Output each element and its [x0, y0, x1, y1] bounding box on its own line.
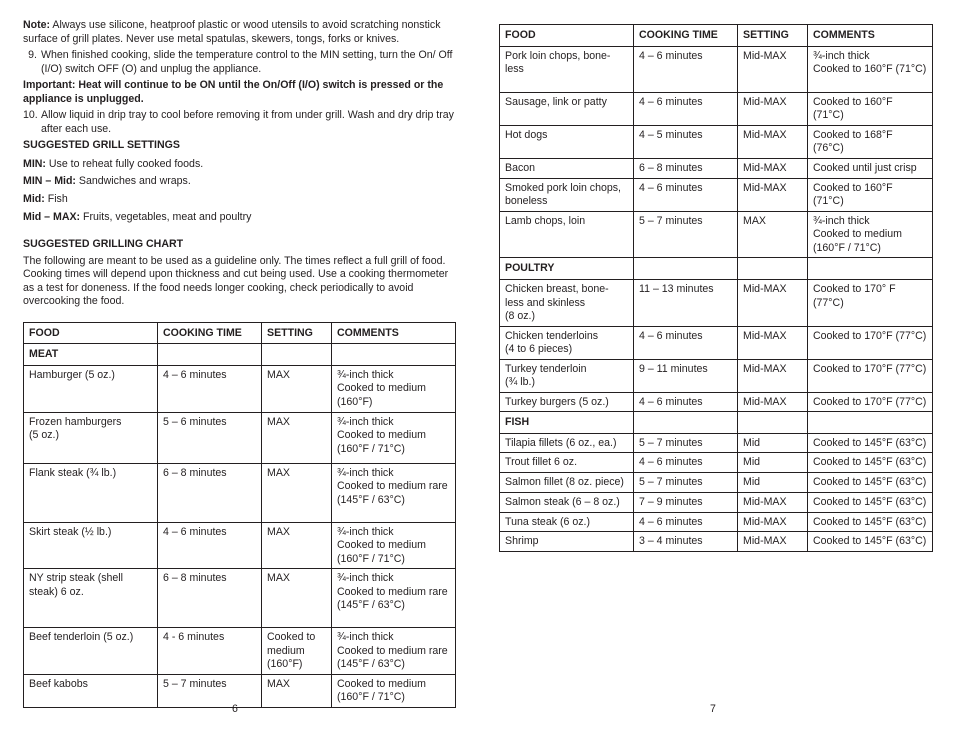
setting-mid-max: [23, 211, 456, 225]
empty-cell: [262, 344, 332, 366]
section-row: [24, 344, 456, 366]
food-cell: Lamb chops, loin: [500, 211, 634, 258]
setting-cell: Mid-MAX: [738, 125, 808, 158]
cooking-time-cell: 4 - 6 minutes: [158, 628, 262, 675]
comments-cell: ¾-inch thick Cooked to medium (160°F / 71°C): [332, 522, 456, 569]
step-number: 9.: [28, 49, 37, 62]
section-label: FISH: [500, 412, 634, 434]
cooking-time-cell: 4 – 6 minutes: [158, 522, 262, 569]
setting-cell: Mid-MAX: [738, 512, 808, 532]
setting-text: Fish: [44, 193, 68, 206]
setting-cell: Mid-MAX: [738, 532, 808, 552]
step-text: When finished cooking, slide the temperature control to the MIN setting, turn the On/ Off (I/O) switch OFF (O) and unplug the appliance.: [41, 49, 453, 75]
setting-cell: Mid-MAX: [738, 158, 808, 178]
section-label: MEAT: [24, 344, 158, 366]
table-row: [500, 158, 933, 178]
cooking-time-cell: 4 – 6 minutes: [634, 92, 738, 125]
setting-cell: Mid-MAX: [738, 493, 808, 513]
comments-cell: Cooked to 160°F (71°C): [808, 178, 933, 211]
empty-cell: [808, 258, 933, 280]
cooking-time-cell: 5 – 7 minutes: [158, 674, 262, 707]
setting-text: Fruits, vegetables, meat and poultry: [80, 210, 252, 223]
note-label: Note:: [23, 19, 51, 31]
chart-intro: The following are meant to be used as a guideline only. The times reflect a full grill of food. Cooking times will depend upon thickness and cut being used. Use a cooking thermometer as a test for doneness. If the food needs longer cooking, check periodically to avoid overcooking the food.: [23, 254, 449, 308]
header-setting: SETTING: [738, 25, 808, 47]
cooking-time-cell: 4 – 6 minutes: [634, 178, 738, 211]
food-cell: Chicken tenderloins (4 to 6 pieces): [500, 326, 634, 359]
setting-cell: MAX: [262, 674, 332, 707]
food-cell: Chicken breast, bone- less and skinless (8 oz.): [500, 280, 634, 327]
food-cell: Beef tenderloin (5 oz.): [24, 628, 158, 675]
table-row: [500, 46, 933, 92]
food-cell: Skirt steak (½ lb.): [24, 522, 158, 569]
table-row: [24, 522, 456, 569]
table-row: [500, 512, 933, 532]
table-row: [500, 493, 933, 513]
comments-cell: Cooked to 160°F (71°C): [808, 92, 933, 125]
setting-label: Mid – MAX:: [23, 210, 81, 223]
setting-cell: Cooked to medium (160°F): [262, 628, 332, 675]
step-number: 10.: [23, 109, 38, 122]
comments-cell: ¾-inch thick Cooked to 160°F (71°C): [808, 46, 933, 92]
food-cell: Smoked pork loin chops, boneless: [500, 178, 634, 211]
table-row: [500, 359, 933, 392]
cooking-time-cell: 5 – 7 minutes: [634, 211, 738, 258]
table-row: [24, 628, 456, 675]
setting-cell: Mid-MAX: [738, 92, 808, 125]
section-row: [500, 412, 933, 434]
comments-cell: ¾-inch thick Cooked to medium rare (145°F / 63°C): [332, 463, 456, 522]
cooking-time-cell: 11 – 13 minutes: [634, 280, 738, 327]
comments-cell: Cooked to 170°F (77°C): [808, 326, 933, 359]
table-row: [500, 211, 933, 258]
cooking-time-cell: 4 – 6 minutes: [634, 453, 738, 473]
table-row: [500, 326, 933, 359]
setting-min-mid: [23, 175, 456, 189]
cooking-time-cell: 6 – 8 minutes: [634, 158, 738, 178]
setting-cell: Mid-MAX: [738, 178, 808, 211]
important-note: Important: Heat will continue to be ON until the On/Off (I/O) switch is pressed or the appliance is unplugged.: [23, 79, 444, 105]
comments-cell: ¾-inch thick Cooked to medium rare (145°F / 63°C): [332, 569, 456, 628]
page-number-left: 6: [232, 703, 238, 715]
setting-cell: Mid-MAX: [738, 280, 808, 327]
cooking-time-cell: 4 – 6 minutes: [634, 326, 738, 359]
header-cooking-time: COOKING TIME: [158, 322, 262, 344]
step-9: [23, 49, 456, 76]
table-header-row: [500, 25, 933, 47]
chart-heading: SUGGESTED GRILLING CHART: [23, 238, 184, 251]
comments-cell: Cooked to 170°F (77°C): [808, 359, 933, 392]
food-cell: Flank steak (¾ lb.): [24, 463, 158, 522]
empty-cell: [738, 258, 808, 280]
table-row: [500, 92, 933, 125]
section-row: [500, 258, 933, 280]
food-cell: Frozen hamburgers (5 oz.): [24, 412, 158, 463]
comments-cell: Cooked to 145°F (63°C): [808, 532, 933, 552]
setting-cell: MAX: [262, 463, 332, 522]
food-cell: Tuna steak (6 oz.): [500, 512, 634, 532]
right-page: [499, 24, 933, 552]
setting-cell: Mid-MAX: [738, 359, 808, 392]
table-row: [500, 280, 933, 327]
cooking-time-cell: 4 – 6 minutes: [158, 365, 262, 412]
table-row: [500, 178, 933, 211]
table-row: [24, 412, 456, 463]
cooking-time-cell: 9 – 11 minutes: [634, 359, 738, 392]
grilling-chart-table-left: [23, 322, 456, 708]
section-label: POULTRY: [500, 258, 634, 280]
cooking-time-cell: 5 – 7 minutes: [634, 433, 738, 453]
setting-min: [23, 158, 456, 172]
setting-cell: MAX: [738, 211, 808, 258]
setting-cell: Mid: [738, 433, 808, 453]
header-food: FOOD: [24, 322, 158, 344]
table-row: [500, 453, 933, 473]
setting-cell: MAX: [262, 522, 332, 569]
comments-cell: Cooked to 145°F (63°C): [808, 453, 933, 473]
empty-cell: [634, 412, 738, 434]
table-row: [500, 532, 933, 552]
header-setting: SETTING: [262, 322, 332, 344]
food-cell: Tilapia fillets (6 oz., ea.): [500, 433, 634, 453]
cooking-time-cell: 7 – 9 minutes: [634, 493, 738, 513]
setting-cell: MAX: [262, 365, 332, 412]
comments-cell: Cooked to 170°F (77°C): [808, 392, 933, 412]
table-row: [500, 125, 933, 158]
table-row: [24, 365, 456, 412]
header-comments: COMMENTS: [332, 322, 456, 344]
cooking-time-cell: 6 – 8 minutes: [158, 569, 262, 628]
cooking-time-cell: 5 – 7 minutes: [634, 473, 738, 493]
comments-cell: Cooked to 145°F (63°C): [808, 473, 933, 493]
table-row: [24, 463, 456, 522]
comments-cell: ¾-inch thick Cooked to medium (160°F): [332, 365, 456, 412]
note-paragraph: [23, 19, 456, 46]
grilling-chart-table-right: [499, 24, 933, 552]
food-cell: Beef kabobs: [24, 674, 158, 707]
setting-label: MIN:: [23, 157, 46, 170]
cooking-time-cell: 6 – 8 minutes: [158, 463, 262, 522]
food-cell: Salmon fillet (8 oz. piece): [500, 473, 634, 493]
food-cell: Turkey burgers (5 oz.): [500, 392, 634, 412]
comments-cell: ¾-inch thick Cooked to medium rare (145°F / 63°C): [332, 628, 456, 675]
cooking-time-cell: 3 – 4 minutes: [634, 532, 738, 552]
table-row: [500, 473, 933, 493]
cooking-time-cell: 4 – 6 minutes: [634, 46, 738, 92]
setting-cell: MAX: [262, 569, 332, 628]
left-page: [23, 19, 456, 708]
food-cell: Shrimp: [500, 532, 634, 552]
setting-mid: [23, 193, 456, 207]
setting-label: Mid:: [23, 193, 45, 206]
food-cell: Sausage, link or patty: [500, 92, 634, 125]
food-cell: Salmon steak (6 – 8 oz.): [500, 493, 634, 513]
setting-cell: Mid: [738, 473, 808, 493]
setting-cell: MAX: [262, 412, 332, 463]
cooking-time-cell: 5 – 6 minutes: [158, 412, 262, 463]
setting-cell: Mid-MAX: [738, 46, 808, 92]
header-cooking-time: COOKING TIME: [634, 25, 738, 47]
setting-cell: Mid: [738, 453, 808, 473]
food-cell: Hot dogs: [500, 125, 634, 158]
food-cell: Bacon: [500, 158, 634, 178]
comments-cell: Cooked to 168°F (76°C): [808, 125, 933, 158]
step-10: [23, 109, 456, 136]
table-row: [500, 433, 933, 453]
table-row: [500, 392, 933, 412]
empty-cell: [332, 344, 456, 366]
comments-cell: Cooked to 145°F (63°C): [808, 512, 933, 532]
comments-cell: Cooked to 145°F (63°C): [808, 433, 933, 453]
table-row: [24, 569, 456, 628]
food-cell: Turkey tenderloin (¾ lb.): [500, 359, 634, 392]
empty-cell: [738, 412, 808, 434]
step-text: Allow liquid in drip tray to cool before removing it from under grill. Wash and dry drip tray after each use.: [41, 109, 454, 135]
setting-label: MIN – Mid:: [23, 175, 76, 188]
page-number-right: 7: [710, 703, 716, 715]
setting-text: Use to reheat fully cooked foods.: [45, 157, 204, 170]
note-text: Always use silicone, heatproof plastic or wood utensils to avoid scratching nonstick surface of grill plates. Never use metal spatulas, skewers, tongs, forks or knives.: [23, 19, 441, 45]
comments-cell: Cooked until just crisp: [808, 158, 933, 178]
food-cell: NY strip steak (shell steak) 6 oz.: [24, 569, 158, 628]
food-cell: Pork loin chops, bone- less: [500, 46, 634, 92]
table-header-row: [24, 322, 456, 344]
cooking-time-cell: 4 – 6 minutes: [634, 392, 738, 412]
empty-cell: [634, 258, 738, 280]
cooking-time-cell: 4 – 6 minutes: [634, 512, 738, 532]
cooking-time-cell: 4 – 5 minutes: [634, 125, 738, 158]
settings-heading: SUGGESTED GRILL SETTINGS: [23, 139, 180, 152]
food-cell: Hamburger (5 oz.): [24, 365, 158, 412]
header-food: FOOD: [500, 25, 634, 47]
comments-cell: ¾-inch thick Cooked to medium (160°F / 71°C): [808, 211, 933, 258]
food-cell: Trout fillet 6 oz.: [500, 453, 634, 473]
table-row: [24, 674, 456, 707]
empty-cell: [158, 344, 262, 366]
setting-cell: Mid-MAX: [738, 392, 808, 412]
header-comments: COMMENTS: [808, 25, 933, 47]
comments-cell: ¾-inch thick Cooked to medium (160°F / 71°C): [332, 412, 456, 463]
comments-cell: Cooked to 145°F (63°C): [808, 493, 933, 513]
setting-text: Sandwiches and wraps.: [75, 175, 191, 188]
comments-cell: Cooked to medium (160°F / 71°C): [332, 674, 456, 707]
comments-cell: Cooked to 170° F (77°C): [808, 280, 933, 327]
empty-cell: [808, 412, 933, 434]
setting-cell: Mid-MAX: [738, 326, 808, 359]
